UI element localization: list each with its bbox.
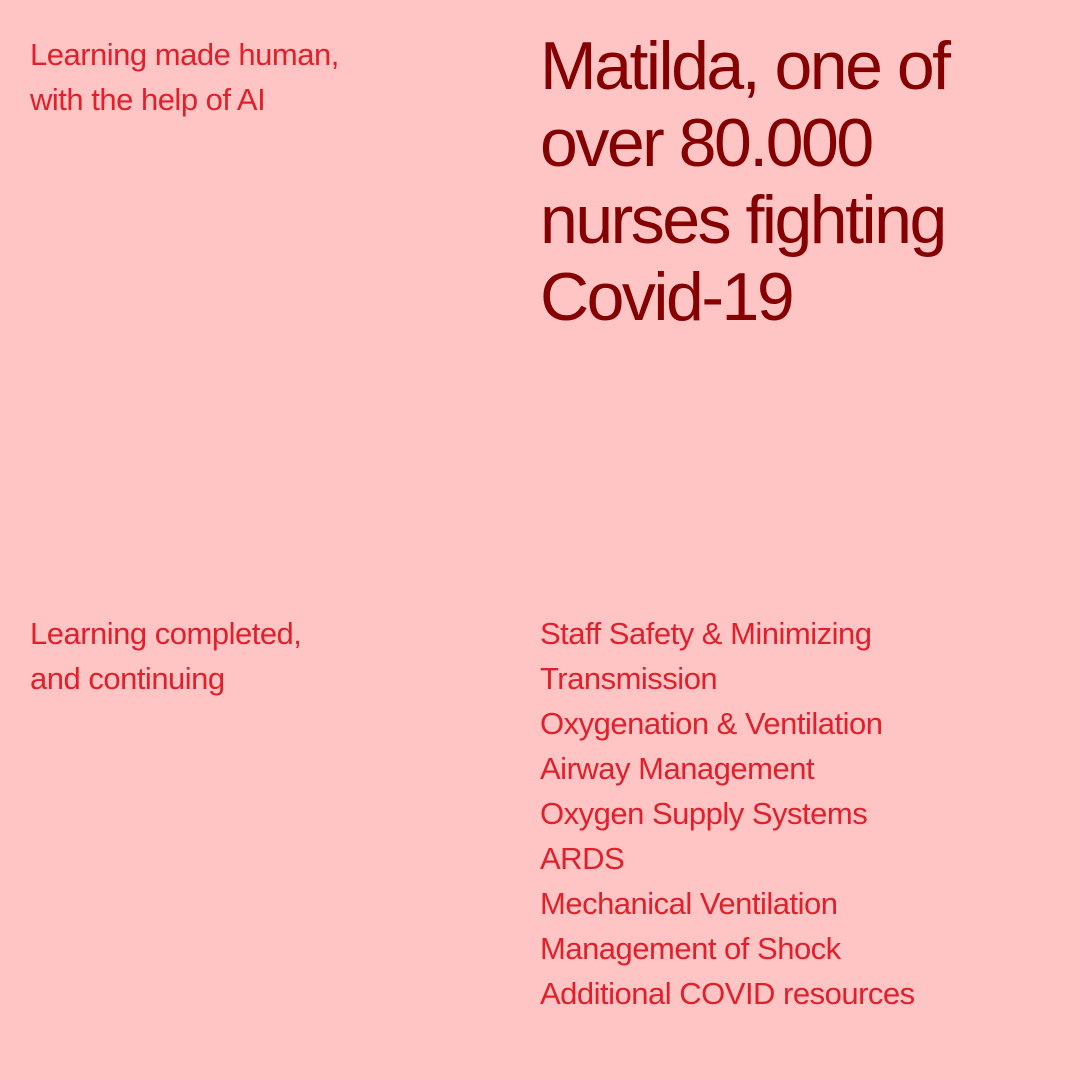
headline-line: Covid-19 (540, 259, 793, 335)
learning-status (30, 611, 470, 701)
topic-label: Oxygenation & Ventilation (540, 706, 883, 741)
headline-line: nurses fighting (540, 182, 945, 258)
topic-label: ARDS (540, 841, 625, 876)
status-line: Learning completed, (30, 616, 302, 651)
topic-label: Additional COVID resources (540, 976, 915, 1011)
headline-line: over 80.000 (540, 105, 872, 181)
topic-label: Staff Safety & Minimizing (540, 616, 872, 651)
topic-item (540, 881, 1060, 926)
topic-list (540, 611, 1060, 1016)
topic-label: Airway Management (540, 751, 815, 786)
topic-item (540, 926, 1060, 971)
headline-line: Matilda, one of (540, 28, 949, 104)
topic-label: Oxygen Supply Systems (540, 796, 868, 831)
tagline-line: with the help of AI (30, 82, 266, 117)
tagline (30, 32, 470, 122)
topic-label: Management of Shock (540, 931, 841, 966)
topic-item (540, 611, 1060, 701)
topic-label: Mechanical Ventilation (540, 886, 838, 921)
topic-item (540, 971, 1060, 1016)
topic-item (540, 701, 1060, 746)
topic-item (540, 791, 1060, 836)
topic-item (540, 836, 1060, 881)
status-line: and continuing (30, 661, 225, 696)
tagline-line: Learning made human, (30, 37, 339, 72)
topic-item (540, 746, 1060, 791)
topic-label: Transmission (540, 661, 718, 696)
headline (540, 28, 1060, 336)
